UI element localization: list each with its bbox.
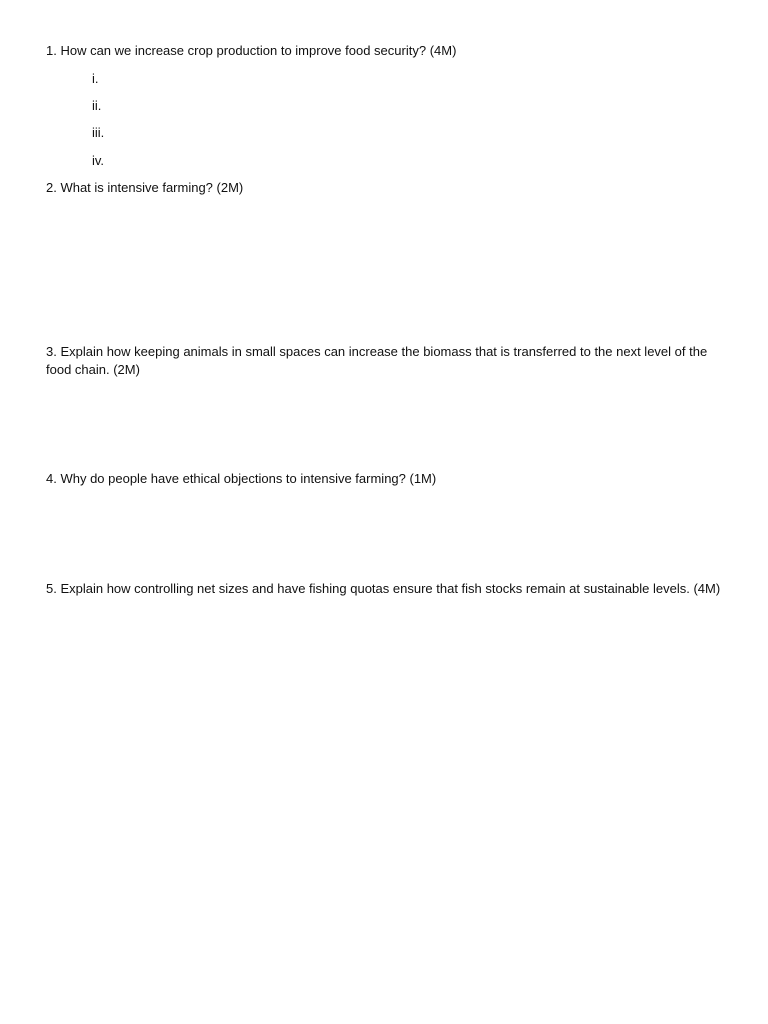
question-4: 4. Why do people have ethical objections to intensive farming? (1M)	[46, 471, 437, 486]
question-5: 5. Explain how controlling net sizes and have fishing quotas ensure that fish stocks remain at sustainable levels. (4M)	[46, 581, 721, 596]
answer-item-i: i.	[92, 71, 99, 86]
answer-item-ii: ii.	[92, 98, 102, 113]
answer-item-iv: iv.	[92, 153, 105, 168]
question-1: 1. How can we increase crop production to improve food security? (4M)	[46, 43, 457, 58]
question-2: 2. What is intensive farming? (2M)	[46, 180, 244, 195]
question-3: 3. Explain how keeping animals in small spaces can increase the biomass that is transferred to the next level of the food chain. (2M)	[46, 344, 708, 377]
answer-item-iii: iii.	[92, 125, 105, 140]
